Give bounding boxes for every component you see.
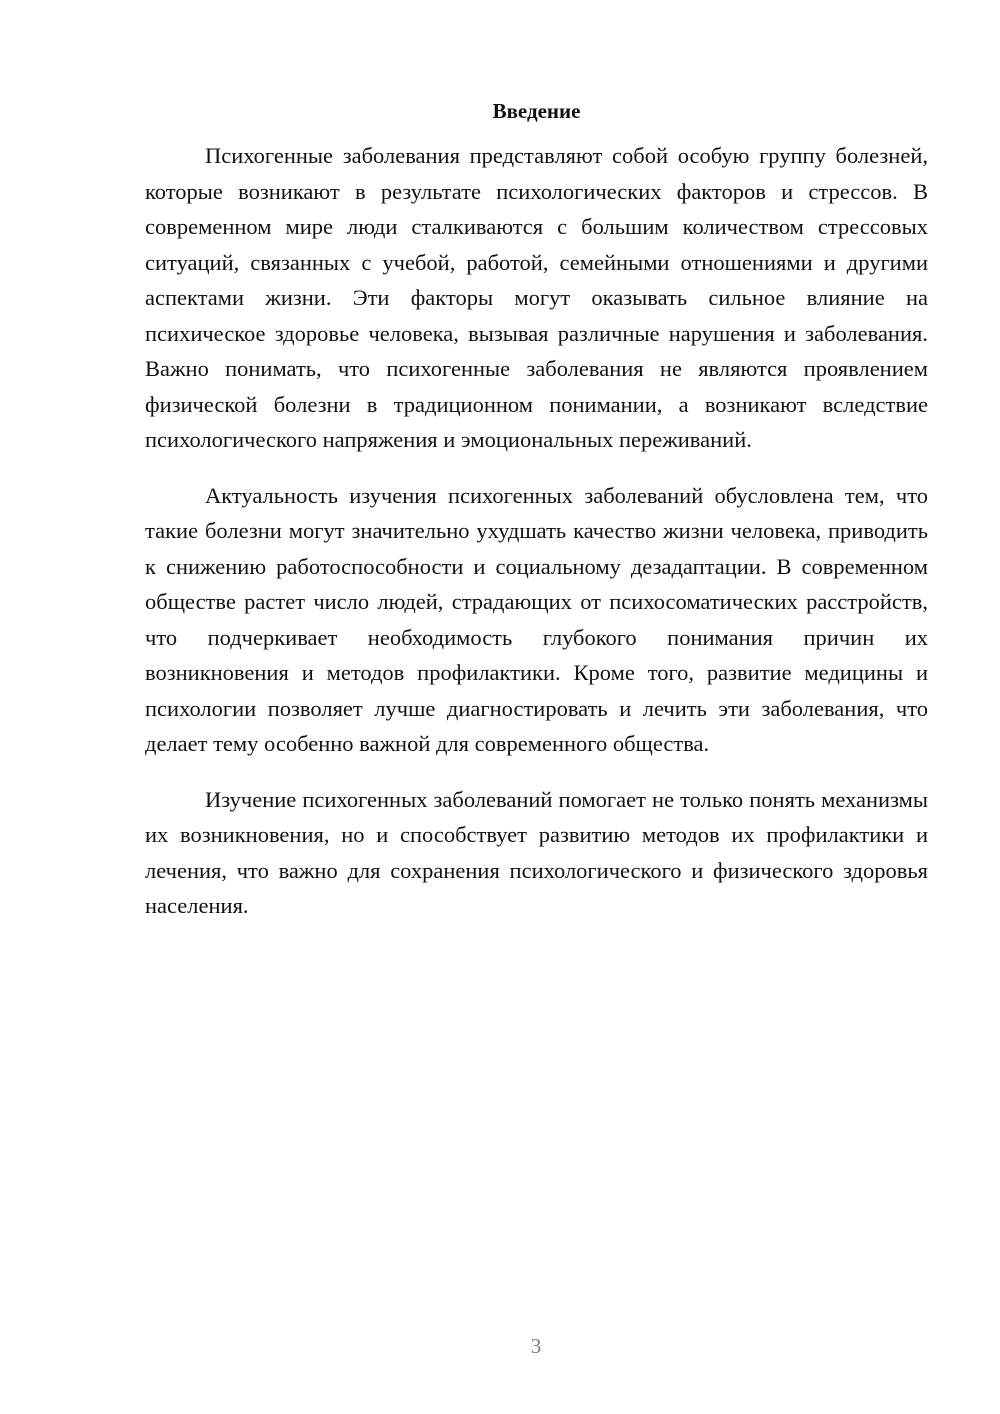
paragraph-3: Изучение психогенных заболеваний помогает не только понять механизмы их возникновения, но и способствует развитию методов их профилактики и лечения, что важно для сохранения психологического и физического здоровья населения. xyxy=(145,786,928,918)
page-number: 3 xyxy=(530,1334,542,1358)
section-heading: Введение xyxy=(492,99,581,123)
paragraph-2: Актуальность изучения психогенных заболеваний обусловлена тем, что такие болезни могут значительно ухудшать качество жизни человека, приводить к снижению работоспособности и социальному дезадаптации. В современном обществе растет число людей, страдающих от психосоматических расстройств, что подчеркивает необходимость глубокого понимания причин их возникновения и методов профилактики. Кроме того, развитие медицины и психологии позволяет лучше диагностировать и лечить эти заболевания, что делает тему особенно важной для современного общества. xyxy=(145,482,928,756)
paragraph-1: Психогенные заболевания представляют собой особую группу болезней, которые возникают в результате психологических факторов и стрессов. В современном мире люди сталкиваются с большим количеством стрессовых ситуаций, связанных с учебой, работой, семейными отношениями и другими аспектами жизни. Эти факторы могут оказывать сильное влияние на психическое здоровье человека, вызывая различные нарушения и заболевания. Важно понимать, что психогенные заболевания не являются проявлением физической болезни в традиционном понимании, а возникают вследствие психологического напряжения и эмоциональных переживаний. xyxy=(145,143,928,452)
page-content xyxy=(145,92,928,924)
